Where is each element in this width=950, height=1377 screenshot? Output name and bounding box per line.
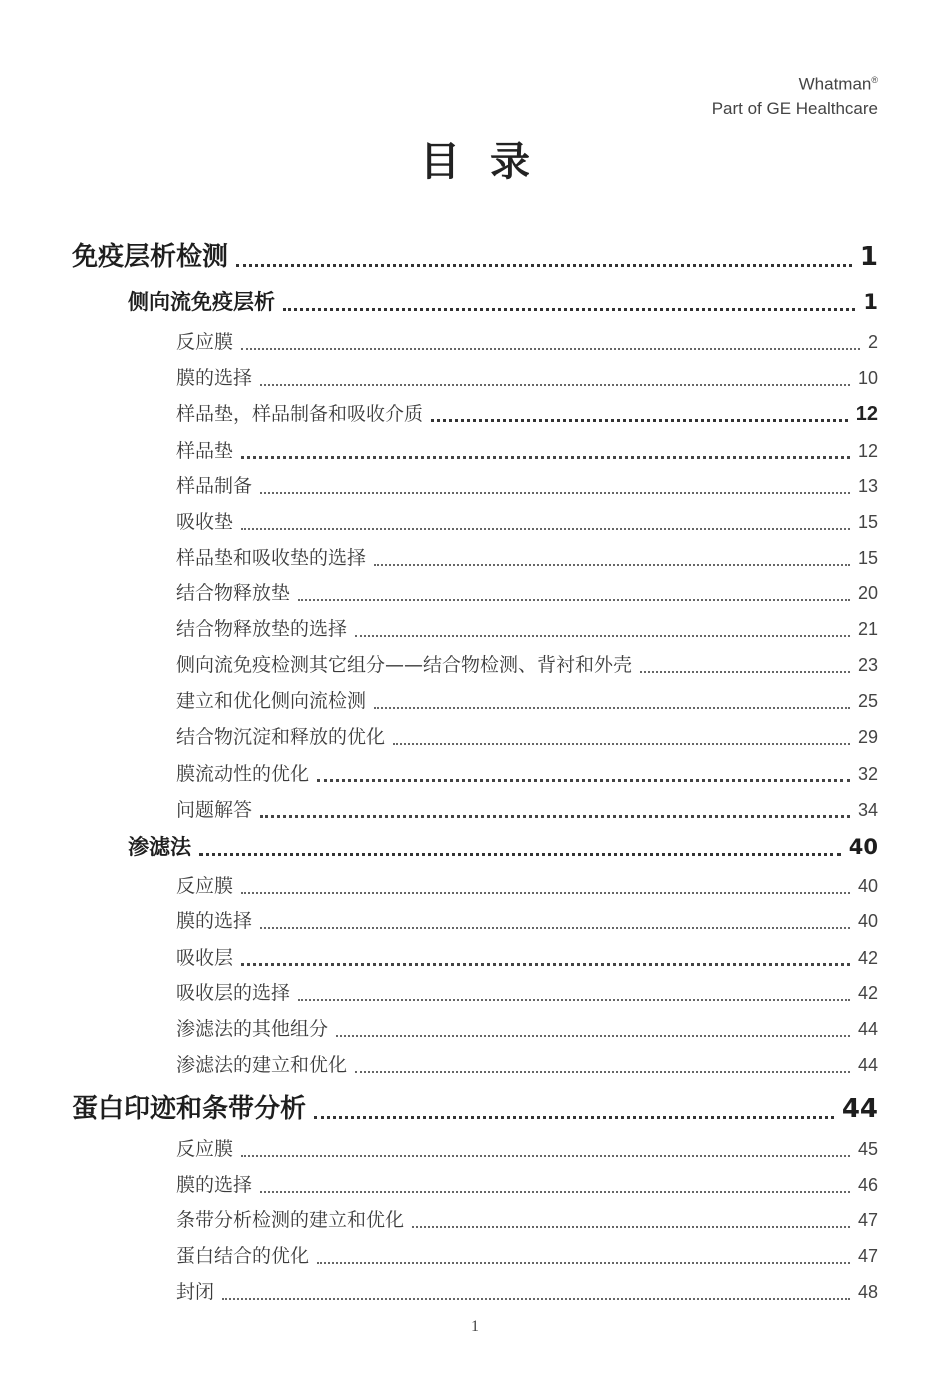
toc-entry-page: 32: [857, 764, 878, 784]
toc-entry-label: 蛋白印迹和条带分析: [72, 1094, 307, 1124]
toc-entry-page: 44: [841, 1094, 878, 1124]
toc-entry-label: 膜流动性的优化: [176, 763, 310, 785]
toc-entry-page: 25: [857, 691, 878, 711]
toc-entry-page: 2: [867, 332, 878, 352]
toc-entry-page: 1: [863, 290, 878, 314]
dot-leader: [236, 238, 852, 267]
dot-leader: [260, 365, 850, 386]
brand-name: Whatman®: [798, 74, 878, 94]
toc-entry-level3[interactable]: [176, 578, 878, 606]
dot-leader: [393, 724, 850, 745]
toc-entry-label: 结合物释放垫: [176, 582, 291, 604]
toc-entry-level3[interactable]: [176, 1170, 878, 1198]
toc-entry-page: 20: [857, 583, 878, 603]
toc-entry-label: 样品制备: [176, 475, 253, 497]
toc-entry-level3[interactable]: [176, 942, 878, 971]
toc-entry-label: 样品垫，样品制备和吸收介质: [176, 403, 424, 425]
toc-entry-level3[interactable]: [176, 543, 878, 571]
toc-entry-page: 12: [855, 403, 878, 425]
dot-leader: [241, 944, 850, 966]
toc-entry-level3[interactable]: [176, 794, 878, 823]
toc-entry-level3[interactable]: [176, 1014, 878, 1042]
dot-leader: [241, 509, 850, 530]
dot-leader: [222, 1279, 850, 1300]
toc-entry-label: 免疫层析检测: [72, 242, 229, 272]
toc-entry-label: 反应膜: [176, 331, 234, 353]
toc-entry-label: 建立和优化侧向流检测: [176, 690, 367, 712]
toc-entry-label: 侧向流免疫层析: [128, 290, 275, 314]
dot-leader: [199, 832, 841, 856]
toc-entry-label: 问题解答: [176, 799, 253, 821]
dot-leader: [355, 616, 850, 637]
toc-entry-page: 46: [857, 1175, 878, 1195]
toc-entry-level3[interactable]: [176, 363, 878, 391]
dot-leader: [412, 1207, 850, 1228]
toc-entry-level3[interactable]: [176, 435, 878, 464]
toc-entry-label: 膜的选择: [176, 1174, 253, 1196]
toc-entry-level1[interactable]: [72, 1088, 878, 1125]
toc-entry-level2[interactable]: [128, 285, 878, 317]
toc-entry-level3[interactable]: [176, 686, 878, 714]
toc-entry-label: 条带分析检测的建立和优化: [176, 1209, 405, 1231]
toc-entry-label: 蛋白结合的优化: [176, 1245, 310, 1267]
toc-entry-level3[interactable]: [176, 327, 878, 355]
dot-leader: [374, 545, 850, 566]
toc-entry-level3[interactable]: [176, 1277, 878, 1305]
dot-leader: [241, 437, 850, 459]
dot-leader: [260, 1172, 850, 1193]
dot-leader: [298, 980, 850, 1001]
page-number: 1: [471, 1318, 479, 1335]
toc-entry-page: 44: [857, 1055, 878, 1075]
toc-entry-label: 膜的选择: [176, 367, 253, 389]
toc-entry-label: 吸收层的选择: [176, 982, 291, 1004]
toc-entry-label: 侧向流免疫检测其它组分——结合物检测、背衬和外壳: [176, 654, 633, 676]
brand-header: [712, 68, 878, 121]
toc-entry-page: 15: [857, 548, 878, 568]
toc-entry-page: 13: [857, 476, 878, 496]
toc-entry-page: 21: [857, 619, 878, 639]
toc-entry-level3[interactable]: [176, 614, 878, 642]
dot-leader: [431, 400, 848, 422]
dot-leader: [374, 688, 850, 709]
toc-entry-level3[interactable]: [176, 650, 878, 678]
toc-entry-level3[interactable]: [176, 871, 878, 899]
toc-entry-page: 48: [857, 1282, 878, 1302]
toc-entry-level3[interactable]: [176, 722, 878, 750]
toc-entry-level1[interactable]: [72, 236, 878, 273]
toc-entry-label: 渗滤法的其他组分: [176, 1018, 329, 1040]
dot-leader: [241, 1136, 850, 1157]
toc-entry-label: 结合物沉淀和释放的优化: [176, 726, 386, 748]
toc-entry-page: 10: [857, 368, 878, 388]
toc-entry-level3[interactable]: [176, 398, 878, 427]
toc-entry-label: 样品垫和吸收垫的选择: [176, 547, 367, 569]
dot-leader: [241, 329, 860, 350]
toc-entry-page: 40: [848, 835, 878, 859]
registered-mark: ®: [871, 75, 878, 85]
toc-entry-level3[interactable]: [176, 1050, 878, 1078]
page-title: 目录: [420, 139, 560, 185]
toc-entry-label: 膜的选择: [176, 910, 253, 932]
toc-entry-page: 23: [857, 655, 878, 675]
toc-entry-level3[interactable]: [176, 1134, 878, 1162]
dot-leader: [260, 473, 850, 494]
toc-entry-level3[interactable]: [176, 906, 878, 934]
toc-entry-level3[interactable]: [176, 758, 878, 787]
toc-entry-label: 结合物释放垫的选择: [176, 618, 348, 640]
toc-entry-page: 1: [859, 242, 878, 272]
dot-leader: [317, 760, 850, 782]
toc-entry-label: 反应膜: [176, 1138, 234, 1160]
dot-leader: [283, 287, 855, 311]
toc-entry-label: 样品垫: [176, 440, 234, 462]
toc-entry-page: 15: [857, 512, 878, 532]
toc-entry-page: 45: [857, 1139, 878, 1159]
brand-subtitle: Part of GE Healthcare: [711, 98, 878, 118]
toc-entry-label: 渗滤法的建立和优化: [176, 1054, 348, 1076]
dot-leader: [355, 1052, 850, 1073]
toc-entry-label: 封闭: [176, 1281, 215, 1303]
toc-entry-level3[interactable]: [176, 471, 878, 499]
toc-entry-level3[interactable]: [176, 978, 878, 1006]
toc-entry-level3[interactable]: [176, 1205, 878, 1233]
dot-leader: [298, 580, 850, 601]
toc-entry-page: 44: [857, 1019, 878, 1039]
toc-entry-page: 42: [857, 983, 878, 1003]
dot-leader: [640, 652, 850, 673]
toc-entry-level3[interactable]: [176, 507, 878, 535]
dot-leader: [260, 908, 850, 929]
dot-leader: [241, 873, 850, 894]
dot-leader: [336, 1016, 850, 1037]
dot-leader: [317, 1243, 850, 1264]
toc-entry-label: 反应膜: [176, 875, 234, 897]
toc-entry-page: 47: [857, 1210, 878, 1230]
toc-entry-page: 47: [857, 1246, 878, 1266]
dot-leader: [260, 796, 850, 818]
toc-entry-label: 吸收垫: [176, 511, 234, 533]
toc-entry-page: 40: [857, 876, 878, 896]
toc-entry-level3[interactable]: [176, 1241, 878, 1269]
toc-entry-page: 12: [857, 441, 878, 461]
toc-entry-label: 吸收层: [176, 947, 234, 969]
toc-entry-level2[interactable]: [128, 830, 878, 862]
toc-entry-page: 29: [857, 727, 878, 747]
toc-entry-page: 34: [857, 800, 878, 820]
toc-entry-page: 40: [857, 911, 878, 931]
toc-entry-label: 渗滤法: [128, 835, 191, 859]
toc-entry-page: 42: [857, 948, 878, 968]
dot-leader: [314, 1090, 834, 1119]
